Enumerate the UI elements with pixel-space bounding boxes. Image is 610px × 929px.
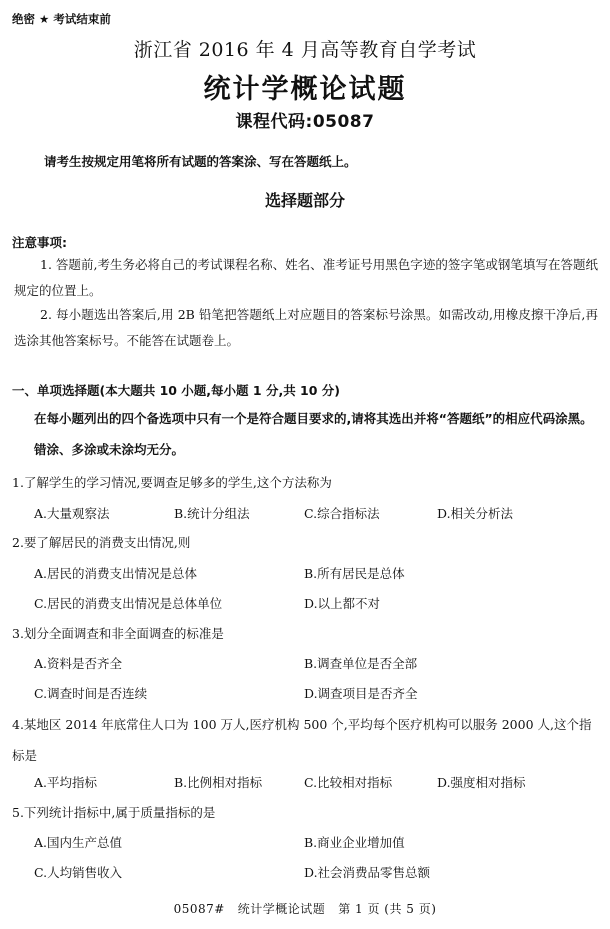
question-3-stem: 3.划分全面调查和非全面调查的标准是 bbox=[12, 626, 224, 641]
question-5-stem: 5.下列统计指标中,属于质量指标的是 bbox=[12, 805, 216, 820]
question-4-option-b: B.比例相对指标 bbox=[174, 775, 263, 790]
question-4-option-c: C.比较相对指标 bbox=[304, 775, 393, 790]
paper-title: 统计学概论试题 bbox=[203, 74, 407, 105]
question-2-option-c: C.居民的消费支出情况是总体单位 bbox=[34, 596, 223, 611]
question-3-option-b: B.调查单位是否全部 bbox=[304, 656, 418, 671]
notes-title: 注意事项: bbox=[12, 235, 67, 250]
question-1-stem: 1.了解学生的学习情况,要调查足够多的学生,这个方法称为 bbox=[12, 475, 332, 490]
question-5-option-b: B.商业企业增加值 bbox=[304, 835, 405, 850]
course-code: 课程代码:05087 bbox=[235, 112, 375, 132]
question-4-stem: 4.某地区 2014 年底常住人口为 100 万人,医疗机构 500 个,平均每个医疗机构可以服务 2000 人,这个指标是 bbox=[12, 717, 592, 763]
note-item-1: 1. 答题前,考生务必将自己的考试课程名称、姓名、准考证号用黑色字迹的签字笔或钢笔填写在答题纸规定的位置上。 bbox=[14, 257, 598, 298]
question-3-option-a: A.资料是否齐全 bbox=[34, 656, 123, 671]
question-1-option-d: D.相关分析法 bbox=[437, 506, 514, 521]
note-item-2: 2. 每小题选出答案后,用 2B 铅笔把答题纸上对应题目的答案标号涂黑。如需改动,用橡皮擦干净后,再选涂其他答案标号。不能答在试题卷上。 bbox=[14, 307, 598, 348]
question-2-option-a: A.居民的消费支出情况是总体 bbox=[34, 566, 198, 581]
page-footer: 05087# 统计学概论试题 第 1 页 (共 5 页) bbox=[173, 902, 437, 916]
part-heading: 一、单项选择题(本大题共 10 小题,每小题 1 分,共 10 分) bbox=[12, 383, 341, 398]
question-1-option-c: C.综合指标法 bbox=[304, 506, 380, 521]
exam-title: 浙江省 2016 年 4 月高等教育自学考试 bbox=[133, 39, 477, 61]
question-2-stem: 2.要了解居民的消费支出情况,则 bbox=[12, 535, 191, 550]
question-1-option-a: A.大量观察法 bbox=[34, 506, 110, 521]
question-4-option-d: D.强度相对指标 bbox=[437, 775, 526, 790]
answer-instruction: 请考生按规定用笔将所有试题的答案涂、写在答题纸上。 bbox=[44, 154, 357, 169]
question-5-option-a: A.国内生产总值 bbox=[34, 835, 123, 850]
question-2-option-d: D.以上都不对 bbox=[304, 596, 381, 611]
question-4-option-a: A.平均指标 bbox=[34, 775, 98, 790]
question-3-option-c: C.调查时间是否连续 bbox=[34, 686, 148, 701]
question-5-option-c: C.人均销售收入 bbox=[34, 865, 123, 880]
part-description: 在每小题列出的四个备选项中只有一个是符合题目要求的,请将其选出并将“答题纸”的相应代码涂黑。错涂、多涂或未涂均无分。 bbox=[34, 411, 593, 457]
question-1-option-b: B.统计分组法 bbox=[174, 506, 250, 521]
question-2-option-b: B.所有居民是总体 bbox=[304, 566, 405, 581]
question-3-option-d: D.调查项目是否齐全 bbox=[304, 686, 418, 701]
section-heading: 选择题部分 bbox=[264, 191, 345, 210]
secret-mark: 绝密 ★ 考试结束前 bbox=[12, 12, 111, 26]
question-5-option-d: D.社会消费品零售总额 bbox=[304, 865, 431, 880]
